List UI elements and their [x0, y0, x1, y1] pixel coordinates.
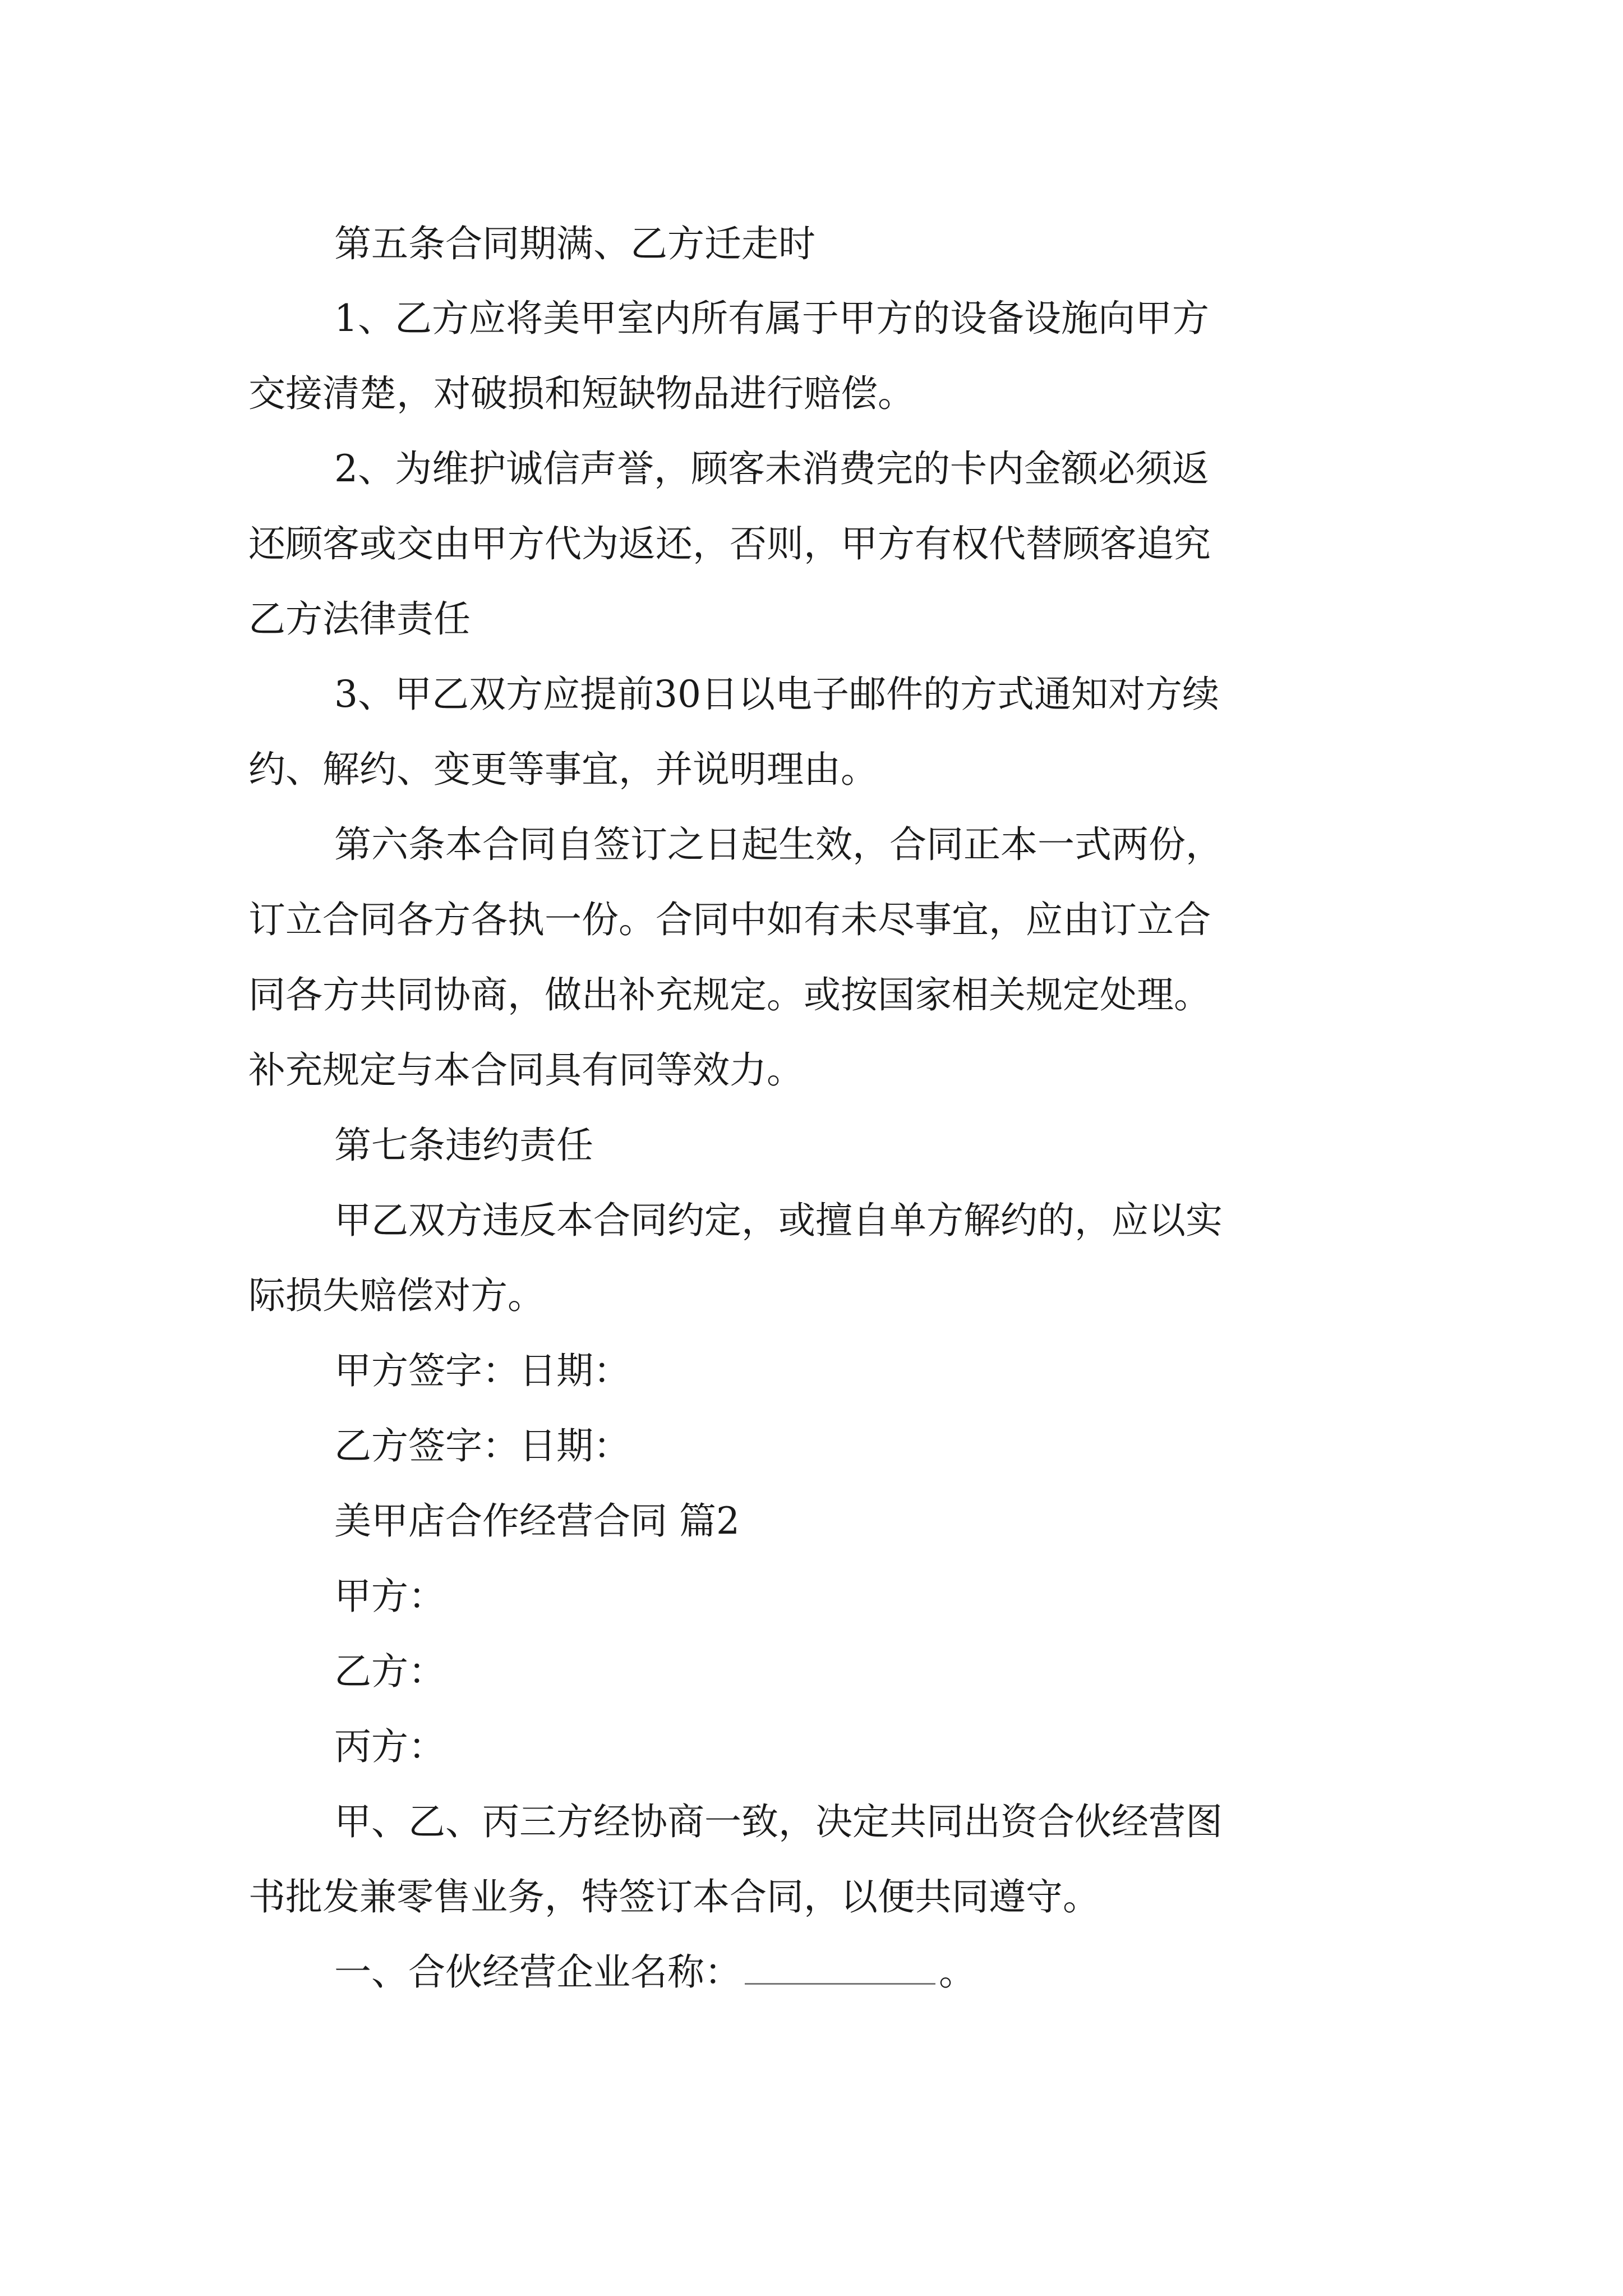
clause-6-line-1: 第六条本合同自签订之日起生效，合同正本一式两份，: [334, 823, 1223, 866]
clause-7-line-2: 际损失赔偿对方。: [248, 1274, 545, 1317]
clause-5-item-3-line-2: 约、解约、变更等事宜，并说明理由。: [248, 748, 878, 791]
party-a-signature: 甲方签字：日期：: [334, 1349, 630, 1392]
business-name-label: 一、合伙经营企业名称：: [334, 1950, 741, 1994]
party-b-signature: 乙方签字：日期：: [334, 1424, 630, 1467]
clause-6-line-4: 补充规定与本合同具有同等效力。: [248, 1048, 804, 1092]
business-name-line: [334, 1950, 976, 1995]
clause-5-item-2-line-1: 2、为维护诚信声誉，顾客未消费完的卡内金额必须返: [334, 447, 1209, 490]
clause-5-heading: 第五条合同期满、乙方迁走时: [334, 222, 815, 265]
party-c-label: 丙方：: [334, 1725, 445, 1768]
clause-5-item-3-line-1: 3、甲乙双方应提前30日以电子邮件的方式通知对方续: [334, 673, 1219, 716]
party-a-label: 甲方：: [334, 1575, 445, 1618]
clause-5-item-2-line-3: 乙方法律责任: [248, 597, 471, 641]
section-2-title: 美甲店合作经营合同 篇2: [334, 1499, 740, 1543]
clause-7-heading: 第七条违约责任: [334, 1124, 593, 1167]
clause-7-line-1: 甲乙双方违反本合同约定，或擅自单方解约的，应以实: [334, 1199, 1223, 1242]
clause-5-item-1-line-2: 交接清楚，对破损和短缺物品进行赔偿。: [248, 372, 915, 415]
clause-6-line-3: 同各方共同协商，做出补充规定。或按国家相关规定处理。: [248, 973, 1211, 1016]
clause-5-item-2-line-2: 还顾客或交由甲方代为返还，否则，甲方有权代替顾客追究: [248, 522, 1211, 565]
business-name-period: 。: [939, 1950, 976, 1994]
clause-5-item-1-line-1: 1、乙方应将美甲室内所有属于甲方的设备设施向甲方: [334, 297, 1209, 340]
preamble-line-2: 书批发兼零售业务，特签订本合同，以便共同遵守。: [248, 1875, 1100, 1918]
business-name-blank: [745, 1952, 935, 1985]
clause-6-line-2: 订立合同各方各执一份。合同中如有未尽事宜，应由订立合: [248, 898, 1211, 941]
party-b-label: 乙方：: [334, 1650, 445, 1693]
preamble-line-1: 甲、乙、丙三方经协商一致，决定共同出资合伙经营图: [334, 1800, 1223, 1843]
